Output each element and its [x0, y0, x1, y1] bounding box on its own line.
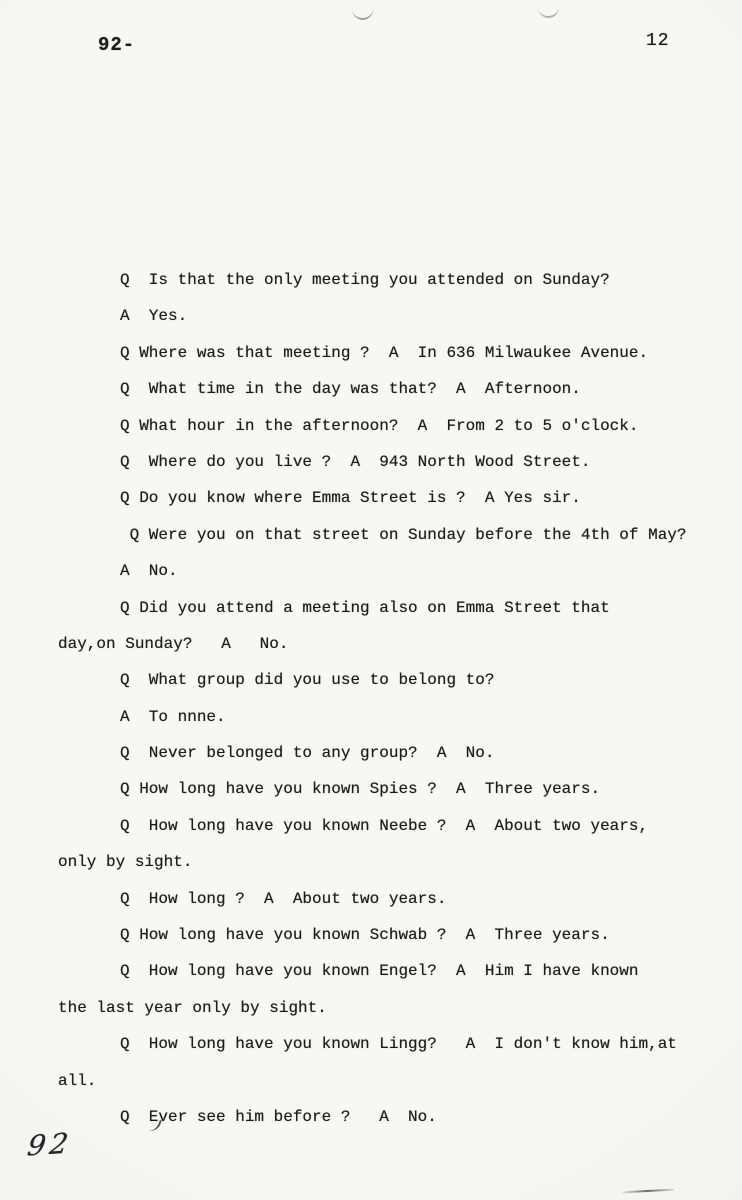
- transcript-line: Q What group did you use to belong to?: [120, 671, 495, 690]
- transcript-line: A No.: [120, 562, 178, 581]
- transcript-line: Q Ever see him before ? A No.: [120, 1107, 437, 1126]
- transcript-line: Q How long have you known Spies ? A Three years.: [120, 780, 601, 799]
- transcript-line: Q Where was that meeting ? A In 636 Milwaukee Avenue.: [120, 343, 649, 362]
- transcript-line: only by sight.: [58, 853, 193, 872]
- transcript-line: Q How long have you known Engel? A Him I have known: [120, 962, 639, 981]
- transcript-line: all.: [58, 1071, 97, 1090]
- handwritten-page-number: 92: [25, 1126, 75, 1163]
- transcript-line: Q Were you on that street on Sunday before the 4th of May?: [120, 525, 687, 544]
- transcript-line: A Yes.: [120, 307, 188, 326]
- transcript-line: Q What time in the day was that? A Afternoon.: [120, 380, 581, 399]
- transcript-line: Q Did you attend a meeting also on Emma Street that: [120, 598, 610, 617]
- transcript-body: [58, 262, 728, 1135]
- transcript-line: Q Is that the only meeting you attended on Sunday?: [120, 271, 610, 289]
- smudge-mark-top-center: [352, 7, 375, 21]
- smudge-mark-top-right: [537, 5, 560, 19]
- transcript-line: Q How long have you known Neebe ? A About two years,: [120, 816, 649, 835]
- transcript-line: Q Never belonged to any group? A No.: [120, 744, 495, 763]
- transcript-line: day,on Sunday? A No.: [58, 634, 289, 653]
- transcript-line: the last year only by sight.: [58, 998, 327, 1017]
- transcript-line: Q Where do you live ? A 943 North Wood Street.: [120, 452, 591, 471]
- page-number-top-left: 92-: [98, 34, 136, 56]
- transcript-line: Q How long ? A About two years.: [120, 889, 447, 908]
- smudge-mark-bottom-right: [622, 1189, 674, 1194]
- transcript-line: Q How long have you known Schwab ? A Three years.: [120, 926, 610, 945]
- transcript-line: Q How long have you known Lingg? A I don't know him,at: [120, 1035, 677, 1054]
- transcript-line: A To nnne.: [120, 707, 226, 726]
- transcript-line: Q What hour in the afternoon? A From 2 to 5 o'clock.: [120, 416, 639, 435]
- transcript-line: Q Do you know where Emma Street is ? A Yes sir.: [120, 489, 581, 508]
- page-number-top-right: 12: [646, 31, 670, 51]
